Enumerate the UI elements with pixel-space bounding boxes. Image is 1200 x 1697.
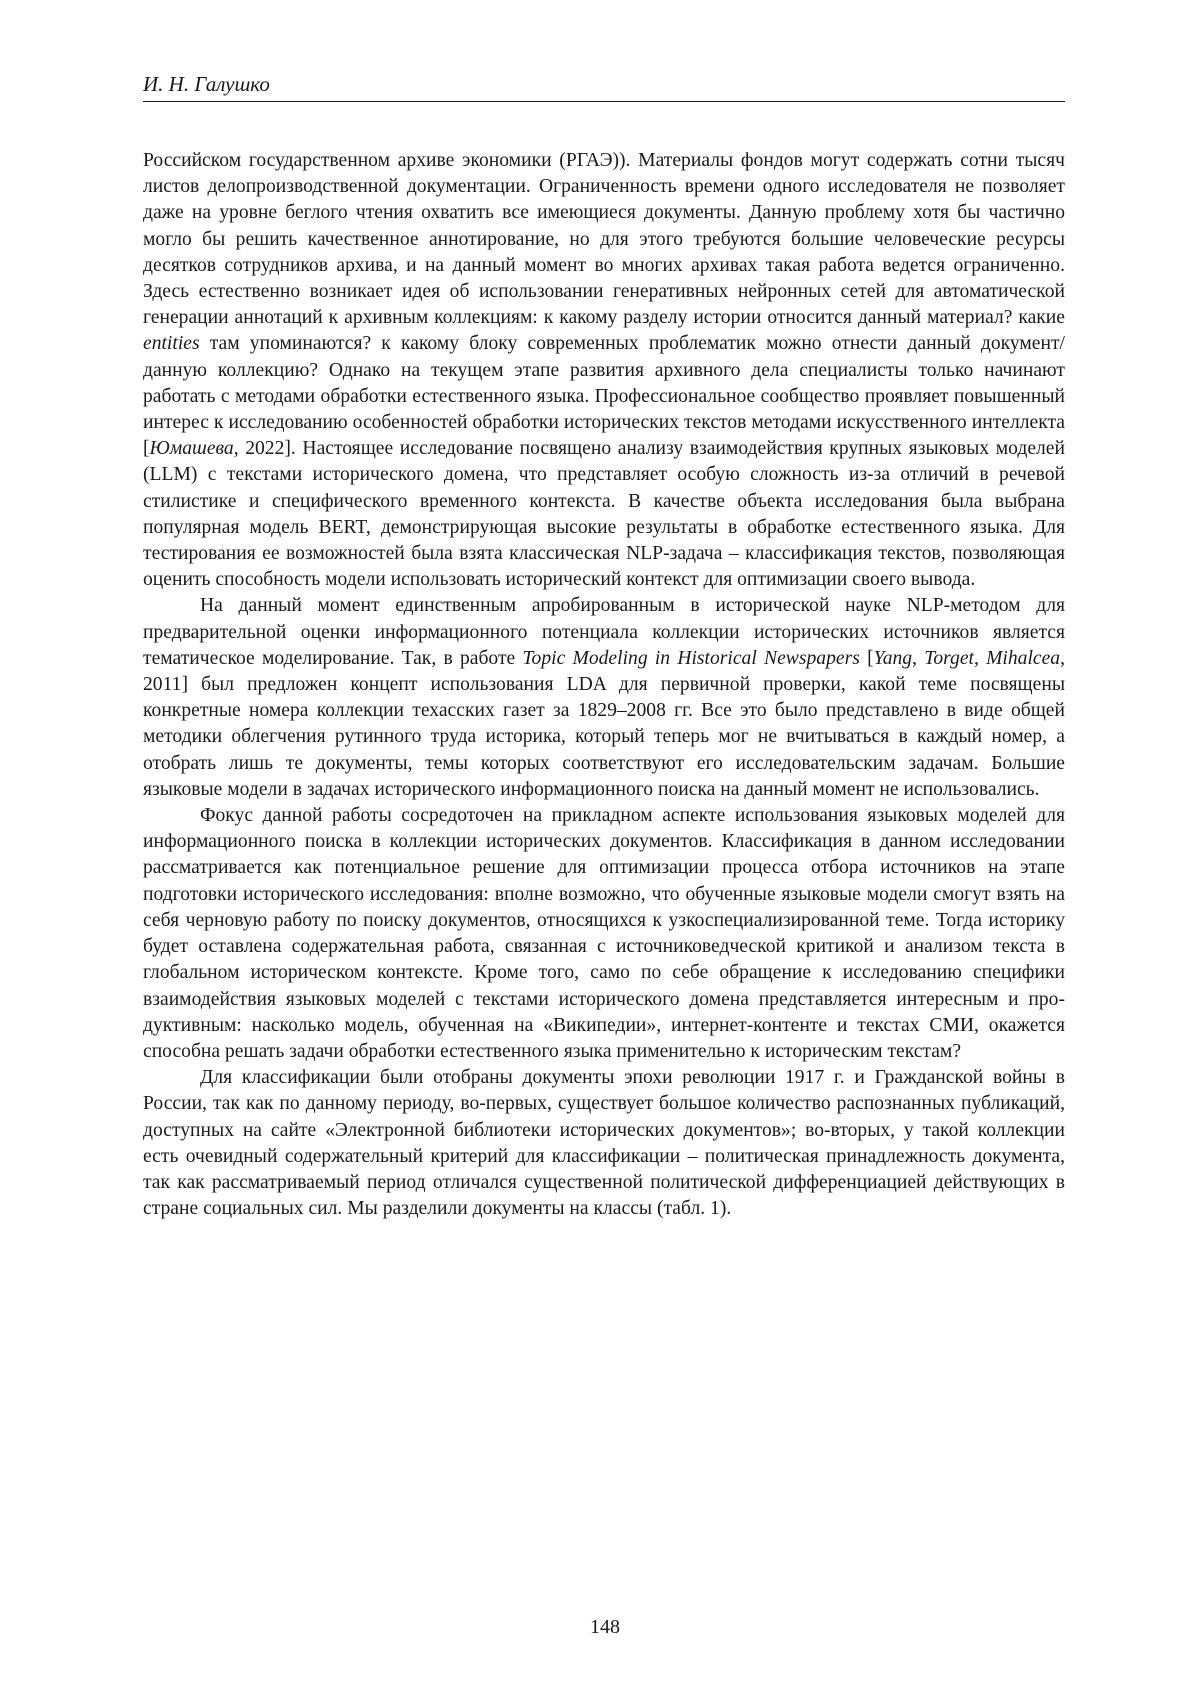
paragraph [143,803,1065,1065]
paragraph [143,593,1065,803]
paragraph [143,1065,1065,1222]
paragraph [143,148,1065,593]
italic-text-run: Torget [924,648,974,669]
text-run: Российском государственном архиве экономики (РГАЭ)). Материалы фондов могут содержать сотни тысяч листов делопроизводственной документации. Ограниченность времени одного ис­следователя не позволяет даже на уровне беглого чтения охватить все имеющиеся документы. Данную проблему хотя бы частично могло бы решить качественное аннотирование, но для это­го требуются большие человеческие ресурсы десятков сотрудников архива, и на данный мо­мент во многих архивах такая работа ведется ограниченно. Здесь естественно возникает идея об использовании генеративных нейронных сетей для автоматической генерации аннотаций к архивным коллекциям: к какому разделу истории относится данный материал? какие [143,150,1065,328]
text-run: На данный момент единственным апробированным в исторической науке NLP-методом для предварительной оценки информационного потенциала коллекции исторических источни­ков является тематическое моделирование. Так, в работе [143,595,1065,668]
running-head-author: И. Н. Галушко [143,71,1065,102]
article-body [143,148,1065,1222]
text-run: , [974,648,986,669]
italic-text-run: Topic Modeling in Historical Newspapers [522,648,859,669]
text-run: , [912,648,924,669]
page-number: 148 [0,1614,1200,1640]
italic-text-run: Юмашева [150,438,234,459]
text-run: там упоминаются? к какому блоку современных проблематик можно отнести данный доку­мент/данную коллекцию? Однако на текущем этапе развития архивного дела специалисты только начинают работать с методами обработки естественного языка. Профессиональное со­общество проявляет повышенный интерес к исследованию особенностей обработки историче­ских текстов методами искусственного интеллекта [ [143,333,1065,459]
italic-text-run: Mihalcea [986,648,1060,669]
text-run: , 2011] был предложен концепт использования LDA для пер­вичной проверки, какой теме посвящены конкретные номера коллекции техасских газет за 1829–2008 гг. Все это было представлено в виде общей методики облегчения рутинного труда историка, который теперь мог не вчитываться в каждый номер, а отобрать лишь те документы, темы которых соответствуют его исследовательским задачам. Большие языковые модели в за­дачах исторического информационного поиска на данный момент не использовались. [143,648,1065,800]
text-run: Фокус данной работы сосредоточен на прикладном аспекте использования языковых мо­делей для информационного поиска в коллекции исторических документов. Классификация в данном исследовании рассматривается как потенциальное решение для оптимизации процесса отбора источников на этапе подготовки исторического исследования: вполне возможно, что обученные языковые модели смогут взять на себя черновую работу по поиску документов, от­носящихся к узкоспециализированной теме. Тогда историку будет оставлена содержательная работа, связанная с источниковедческой критикой и анализом текста в глобальном историче­ском контексте. Кроме того, само по себе обращение к исследованию специфики взаимодей­ствия языковых моделей с текстами исторического домена представляется интересным и про­дуктивным: насколько модель, обученная на «Википедии», интернет-контенте и текстах СМИ, окажется способна решать задачи обработки естественного языка применительно к историче­ским текстам? [143,805,1065,1062]
italic-text-run: Yang [874,648,913,669]
text-run: , 2022]. Настоящее исследование посвящено анализу взаимодействия крупных языковых моделей (LLM) с текстами историче­ского домена, что представляет особую сложность из-за отличий в речевой стилистике и спе­цифического временного контекста. В качестве объекта исследования была выбрана популяр­ная модель BERT, демонстрирующая высокие результаты в обработке естественного языка. Для тестирования ее возможностей была взята классическая NLP-задача – классификация тек­стов, позволяющая оценить способность модели использовать исторический контекст для оп­тимизации своего вывода. [143,438,1065,590]
text-run: [ [860,648,874,669]
text-run: Для классификации были отобраны документы эпохи революции 1917 г. и Гражданской войны в России, так как по данному периоду, во-первых, существует большое количество рас­познанных публикаций, доступных на сайте «Электронной библиотеки исторических докумен­тов»; во-вторых, у такой коллекции есть очевидный содержательный критерий для классифи­кации – политическая принадлежность документа, так как рассматриваемый период отличался существенной политической дифференциацией действующих в стране социальных сил. Мы разделили документы на классы (табл. 1). [143,1067,1065,1219]
italic-text-run: entities [143,333,200,354]
